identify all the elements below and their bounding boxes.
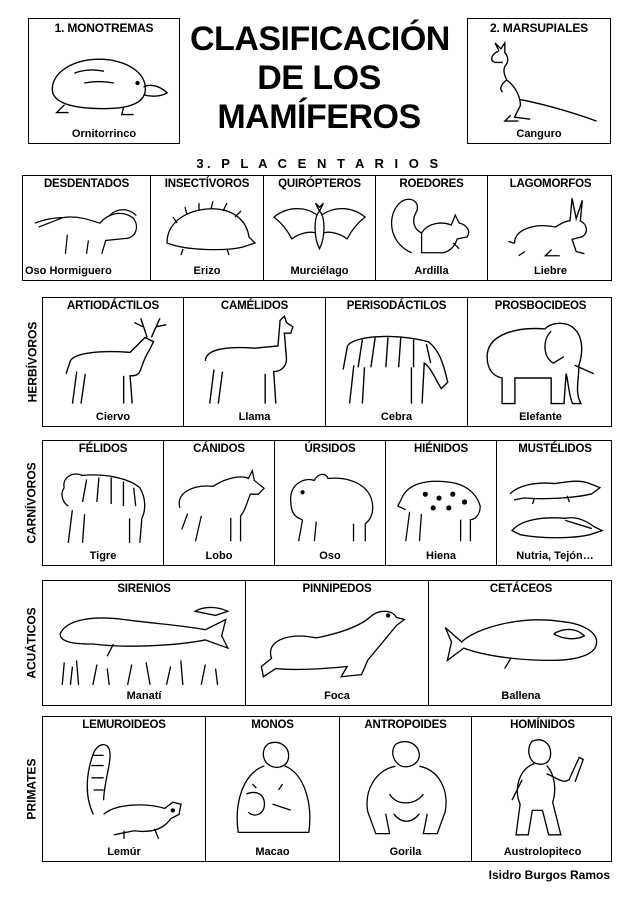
cell-heading: PINNIPEDOS (302, 583, 372, 595)
zebra-icon (332, 314, 461, 410)
monotremas-heading: 1. MONOTREMAS (54, 21, 154, 35)
cell-insectivoros (151, 176, 264, 280)
australopithecus-icon (478, 733, 607, 845)
elephant-icon (474, 314, 607, 410)
herbivoros-label-box (22, 297, 42, 427)
cell-animal: Lobo (205, 550, 233, 562)
cell-heading: HOMÍNIDOS (510, 719, 575, 731)
wolf-icon (170, 457, 268, 549)
row-general (22, 175, 612, 281)
cell-sirenios (43, 581, 246, 705)
monotremas-box (28, 18, 180, 144)
acuaticos-label: ACUÁTICOS (25, 607, 39, 679)
primates-label: PRIMATES (25, 758, 39, 820)
cell-animal: Austrolopiteco (503, 846, 582, 858)
marsupiales-animal: Canguro (516, 128, 562, 140)
cell-heading: QUIRÓPTEROS (278, 178, 361, 190)
cell-animal: Oso (319, 550, 341, 562)
row-primates (42, 716, 612, 862)
deer-icon (49, 314, 177, 410)
row-herbivoros (42, 297, 612, 427)
cell-cetaceos (429, 581, 613, 705)
cell-animal: Lemúr (107, 846, 141, 858)
cell-lemuroideos (43, 717, 206, 861)
cell-camelidos (184, 298, 326, 426)
lemur-icon (49, 733, 199, 845)
cell-felidos (43, 441, 164, 565)
llama-icon (190, 314, 319, 410)
cell-artiodactilos (43, 298, 184, 426)
cell-animal: Murciélago (290, 265, 349, 277)
cell-roedores (376, 176, 488, 280)
cell-heading: PROSBOCIDEOS (494, 300, 587, 312)
macaque-icon (212, 733, 333, 845)
marsupiales-heading: 2. MARSUPIALES (490, 21, 588, 35)
hyena-icon (392, 457, 490, 549)
carnivoros-label: CARNÍVOROS (25, 462, 39, 544)
monotremas-animal: Ornitorrinco (71, 128, 137, 140)
acuaticos-label-box (22, 580, 42, 706)
seal-icon (252, 597, 422, 689)
title-line-1: CLASIFICACIÓN (190, 20, 450, 58)
cell-heading: ÚRSIDOS (304, 443, 356, 455)
cell-heading: SIRENIOS (117, 583, 171, 595)
bat-icon (270, 192, 369, 264)
hare-icon (494, 192, 607, 264)
cell-heading: ANTROPOIDES (364, 719, 447, 731)
cell-hienidos (386, 441, 497, 565)
row-carnivoros (42, 440, 612, 566)
manatee-icon (49, 597, 239, 689)
cell-ursidos (275, 441, 386, 565)
cell-mustelidos (497, 441, 613, 565)
whale-icon (435, 597, 607, 689)
primates-label-box (22, 716, 42, 862)
squirrel-icon (382, 192, 481, 264)
cell-animal: Nutria, Tejón… (516, 550, 594, 562)
cell-heading: MUSTÉLIDOS (518, 443, 592, 455)
cell-quiropteros (264, 176, 376, 280)
platypus-icon (35, 41, 173, 125)
cell-animal: Gorila (389, 846, 422, 858)
cell-pinnipedos (246, 581, 429, 705)
bear-icon (281, 457, 379, 549)
gorilla-icon (346, 733, 465, 845)
page-title (190, 20, 448, 137)
tiger-icon (49, 457, 157, 549)
cell-animal: Elefante (519, 411, 562, 423)
cell-heading: LAGOMORFOS (509, 178, 592, 190)
cell-animal: Erizo (193, 265, 221, 277)
cell-hominidos (472, 717, 613, 861)
cell-antropoides (340, 717, 472, 861)
herbivoros-label: HERBÍVOROS (25, 321, 39, 403)
cell-heading: INSECTÍVOROS (164, 178, 250, 190)
row-acuaticos (42, 580, 612, 706)
title-line-3: MAMÍFEROS (217, 98, 421, 136)
cell-lagomorfos (488, 176, 613, 280)
cell-heading: CÁNIDOS (193, 443, 245, 455)
cell-heading: ARTIODÁCTILOS (67, 300, 159, 312)
cell-animal: Macao (255, 846, 290, 858)
anteater-icon (29, 192, 144, 264)
cell-animal: Foca (324, 690, 350, 702)
cell-heading: FÉLIDOS (78, 443, 128, 455)
cell-animal: Cebra (380, 411, 413, 423)
cell-animal: Tigre (89, 550, 117, 562)
kangaroo-icon (474, 41, 604, 125)
cell-heading: ROEDORES (399, 178, 464, 190)
cell-heading: LEMUROIDEOS (82, 719, 166, 731)
author-credit: Isidro Burgos Ramos (488, 868, 610, 882)
cell-animal: Ardilla (414, 265, 449, 277)
cell-prosbocideos (468, 298, 613, 426)
cell-heading: CETÁCEOS (489, 583, 553, 595)
cell-animal: Llama (238, 411, 271, 423)
title-line-2: DE LOS (257, 59, 381, 97)
cell-heading: PERISODÁCTILOS (346, 300, 447, 312)
cell-desdentados (23, 176, 151, 280)
cell-heading: DESDENTADOS (43, 178, 130, 190)
placentarios-heading: 3. P L A C E N T A R I O S (196, 156, 442, 171)
cell-heading: CAMÉLIDOS (220, 300, 289, 312)
hedgehog-icon (157, 192, 257, 264)
cell-animal: Manatí (126, 690, 162, 702)
cell-animal: Liebre (533, 265, 567, 277)
cell-animal: Ciervo (95, 411, 131, 423)
cell-animal: Hiena (426, 550, 456, 562)
cell-monos (206, 717, 340, 861)
cell-perisodactilos (326, 298, 468, 426)
cell-canidos (164, 441, 275, 565)
carnivoros-label-box (22, 440, 42, 566)
cell-heading: MONOS (251, 719, 294, 731)
cell-animal: Oso Hormiguero (25, 265, 112, 277)
cell-animal: Ballena (501, 690, 541, 702)
cell-heading: HIÉNIDOS (414, 443, 468, 455)
marsupiales-box (467, 18, 611, 144)
otter-badger-icon (503, 457, 607, 549)
